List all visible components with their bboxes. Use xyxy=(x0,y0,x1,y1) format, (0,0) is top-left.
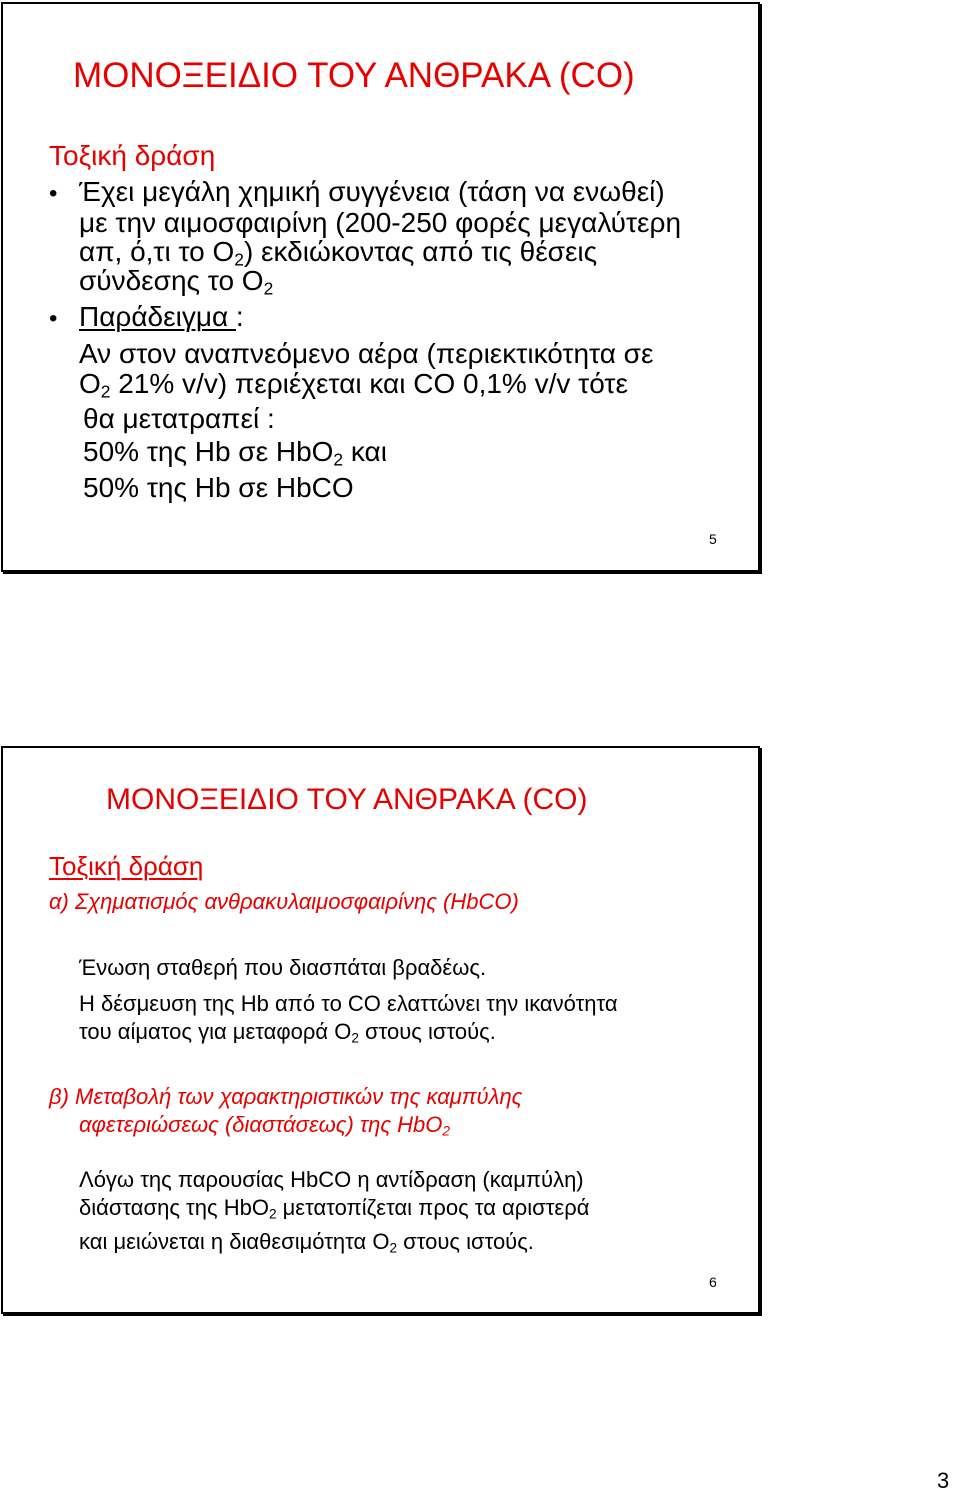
bullet-line: σύνδεσης το $O_2$ xyxy=(79,265,274,299)
text-line: διάστασης της HbO$_2$ μετατοπίζεται προς τα αριστερά xyxy=(79,1195,590,1222)
point-b: αφετεριώσεως (διαστάσεως) της HbO$_2$ xyxy=(79,1112,450,1139)
example-line: 50% της Hb σε HbCO xyxy=(83,472,354,503)
example-line: 50% της Hb σε HbO$_2$ και xyxy=(83,436,387,470)
slide-number: 6 xyxy=(709,1274,717,1290)
example-line: θα μετατραπεί : xyxy=(83,403,275,434)
bullet-line: με την αιμοσφαιρίνη (200-250 φορές μεγαλύτερη xyxy=(79,207,682,238)
bullet-icon: • xyxy=(49,305,58,332)
example-line: Αν στον αναπνεόμενο αέρα (περιεκτικότητα σε xyxy=(79,338,654,369)
slide-title: ΜΟΝΟΞΕΙΔΙΟ ΤΟΥ ΑΝΘΡΑΚΑ (CO) xyxy=(73,56,635,95)
text-line: Η δέσμευση της Hb από το CO ελαττώνει την ικανότητα xyxy=(79,991,618,1016)
slide-heading: Τοξική δράση xyxy=(49,851,204,881)
slide-title: ΜΟΝΟΞΕΙΔΙΟ ΤΟΥ ΑΝΘΡΑΚΑ (CO) xyxy=(106,783,588,816)
slide-6 xyxy=(1,746,760,1314)
text-line: και μειώνεται η διαθεσιμότητα $O_2$ στους ιστούς. xyxy=(79,1229,534,1256)
document-page-number: 3 xyxy=(937,1468,950,1493)
text-line: του αίματος για μεταφορά $O_2$ στους ιστούς. xyxy=(79,1019,496,1046)
example-line: $O_2$ 21% v/v) περιέχεται και CO 0,1% v/v τότε xyxy=(79,368,628,402)
slide-heading: Τοξική δράση xyxy=(49,140,216,171)
slide-number: 5 xyxy=(709,531,717,547)
point-b: β) Μεταβολή των χαρακτηριστικών της καμπύλης xyxy=(49,1084,523,1109)
text-line: Λόγω της παρουσίας HbCO η αντίδραση (καμπύλη) xyxy=(79,1167,584,1192)
bullet-line: απ, ό,τι το $O_2$) εκδιώκοντας από τις θέσεις xyxy=(79,236,598,270)
bullet-icon: • xyxy=(49,180,58,207)
point-a: α) Σχηματισμός ανθρακυλαιμοσφαιρίνης (HbCO) xyxy=(49,889,519,914)
bullet-line: Έχει μεγάλη χημική συγγένεια (τάση να ενωθεί) xyxy=(79,176,665,207)
text-line: Ένωση σταθερή που διασπάται βραδέως. xyxy=(79,955,487,980)
bullet-line: Παράδειγμα : xyxy=(79,301,244,332)
slide-5 xyxy=(1,2,760,572)
